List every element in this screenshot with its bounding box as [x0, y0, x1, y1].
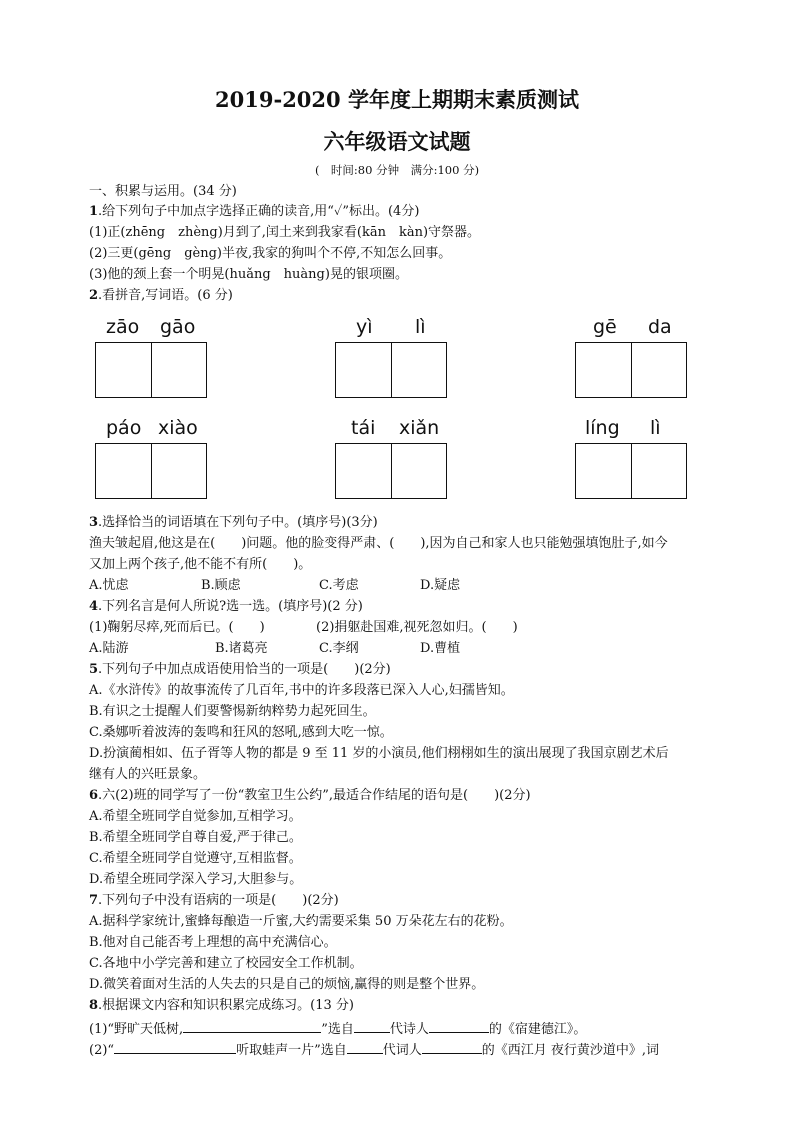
question-6-option-c: C.希望全班同学自觉遵守,互相监督。 — [89, 851, 302, 866]
pinyin-5a: tái — [351, 417, 376, 439]
question-8-item-2 — [89, 1039, 659, 1060]
exam-title: 2019-2020 学年度上期期末素质测试 — [215, 87, 579, 112]
question-text: .选择恰当的词语填在下列句子中。(填序号)(3分) — [98, 515, 378, 530]
answer-box-5[interactable] — [335, 443, 447, 499]
box-divider — [391, 444, 392, 498]
question-8-stem — [89, 997, 354, 1015]
question-number: 1 — [89, 204, 99, 219]
text-segment: 代诗人 — [389, 1022, 429, 1037]
question-6-stem — [89, 787, 531, 805]
option-a: A.陆游 — [89, 641, 129, 656]
answer-box-3[interactable] — [575, 342, 687, 398]
question-number: 5 — [89, 662, 99, 677]
question-7-option-b: B.他对自己能否考上理想的高中充满信心。 — [89, 935, 337, 950]
option-d: D.曹植 — [420, 641, 461, 656]
option-b: B.诸葛亮 — [215, 641, 268, 656]
option-c: C.考虑 — [319, 578, 359, 593]
fill-blank[interactable] — [354, 1018, 390, 1033]
question-6-option-d: D.希望全班同学深入学习,大胆参与。 — [89, 872, 303, 887]
option-b: B.顾虑 — [201, 578, 241, 593]
question-5-option-d-cont: 继有人的兴旺景象。 — [89, 767, 207, 782]
question-4-stem — [89, 598, 363, 616]
question-number: 2 — [89, 288, 99, 303]
answer-box-2[interactable] — [335, 342, 447, 398]
question-6-option-a: A.希望全班同学自觉参加,互相学习。 — [89, 809, 302, 824]
box-divider — [151, 444, 152, 498]
question-3-line-1: 渔夫皱起眉,他这是在( )问题。他的脸变得严肃、( ),因为自己和家人也只能勉强填饱肚子,如今 — [89, 536, 668, 551]
question-number: 3 — [89, 515, 99, 530]
question-7-stem — [89, 892, 339, 910]
pinyin-6b: lì — [650, 417, 661, 439]
section-heading: 一、积累与运用。(34 分) — [89, 184, 237, 199]
question-1-stem — [89, 203, 419, 221]
question-1-item-2: (2)三更(gēng gèng)半夜,我家的狗叫个不停,不知怎么回事。 — [89, 246, 452, 261]
pinyin-5b: xiǎn — [399, 417, 440, 439]
question-5-option-c: C.桑娜听着波涛的轰鸣和狂风的怒吼,感到大吃一惊。 — [89, 725, 393, 740]
question-7-option-d: D.微笑着面对生活的人失去的只是自己的烦恼,赢得的则是整个世界。 — [89, 977, 485, 992]
question-5-option-b: B.有识之士提醒人们要警惕新纳粹势力起死回生。 — [89, 704, 376, 719]
text-segment: (1)“野旷天低树, — [89, 1022, 184, 1037]
pinyin-3a: gē — [593, 316, 617, 338]
question-5-stem — [89, 661, 391, 679]
question-8-item-1 — [89, 1018, 586, 1039]
question-3-line-2: 又加上两个孩子,他不能不有所( )。 — [89, 557, 312, 572]
exam-subtitle: 六年级语文试题 — [323, 129, 471, 154]
question-text: .下列句子中没有语病的一项是( )(2分) — [98, 893, 339, 908]
answer-box-4[interactable] — [95, 443, 207, 499]
fill-blank[interactable] — [429, 1018, 489, 1033]
pinyin-2a: yì — [356, 316, 373, 338]
question-4-item-1: (1)鞠躬尽瘁,死而后已。( ) — [89, 620, 265, 635]
text-segment: (2)“ — [89, 1043, 115, 1058]
question-6-option-b: B.希望全班同学自尊自爱,严于律己。 — [89, 830, 302, 845]
fill-blank[interactable] — [114, 1039, 236, 1054]
question-text: .下列句子中加点成语使用恰当的一项是( )(2分) — [98, 662, 391, 677]
question-1-item-3: (3)他的颈上套一个明晃(huǎng huàng)晃的银项圈。 — [89, 267, 408, 282]
question-2-stem — [89, 287, 233, 305]
answer-box-6[interactable] — [575, 443, 687, 499]
pinyin-3b: da — [648, 316, 672, 338]
fill-blank[interactable] — [347, 1039, 383, 1054]
question-3-stem — [89, 514, 378, 532]
question-7-option-c: C.各地中小学完善和建立了校园安全工作机制。 — [89, 956, 363, 971]
option-d: D.疑虑 — [420, 578, 461, 593]
option-c: C.李纲 — [319, 641, 359, 656]
question-text: .根据课文内容和知识积累完成练习。(13 分) — [98, 998, 354, 1013]
question-number: 4 — [89, 599, 99, 614]
time-info: ( 时间:80 分钟 满分:100 分) — [314, 163, 480, 177]
pinyin-1b: gāo — [160, 316, 196, 338]
question-text: .下列名言是何人所说?选一选。(填序号)(2 分) — [98, 599, 363, 614]
text-segment: 代词人 — [382, 1043, 422, 1058]
pinyin-2b: lì — [415, 316, 426, 338]
option-a: A.忧虑 — [89, 578, 129, 593]
pinyin-4a: páo — [106, 417, 142, 439]
pinyin-1a: zāo — [106, 316, 140, 338]
pinyin-4b: xiào — [158, 417, 198, 439]
fill-blank[interactable] — [183, 1018, 321, 1033]
answer-box-1[interactable] — [95, 342, 207, 398]
text-segment: ”选自 — [321, 1022, 354, 1037]
question-7-option-a: A.据科学家统计,蜜蜂每酿造一斤蜜,大约需要采集 50 万朵花左右的花粉。 — [89, 914, 513, 929]
question-text: .给下列句子中加点字选择正确的读音,用“✓”标出。(4分) — [98, 204, 420, 219]
pinyin-6a: líng — [585, 417, 620, 439]
box-divider — [151, 343, 152, 397]
box-divider — [631, 444, 632, 498]
text-segment: 的《西江月 夜行黄沙道中》,词 — [481, 1043, 659, 1058]
question-text: .看拼音,写词语。(6 分) — [98, 288, 233, 303]
question-4-item-2: (2)捐躯赴国难,视死忽如归。( ) — [316, 620, 518, 635]
box-divider — [631, 343, 632, 397]
box-divider — [391, 343, 392, 397]
question-number: 7 — [89, 893, 99, 908]
question-text: .六(2)班的同学写了一份“教室卫生公约”,最适合作结尾的语句是( )(2分) — [98, 788, 531, 803]
question-number: 8 — [89, 998, 99, 1013]
question-1-item-1: (1)正(zhēng zhèng)月到了,闰土来到我家看(kān kàn)守祭器。 — [89, 225, 481, 240]
fill-blank[interactable] — [422, 1039, 482, 1054]
question-5-option-d: D.扮演蔺相如、伍子胥等人物的都是 9 至 11 岁的小演员,他们栩栩如生的演出展现了我国京剧艺术后 — [89, 746, 669, 761]
question-number: 6 — [89, 788, 99, 803]
text-segment: 的《宿建德江》。 — [488, 1022, 587, 1037]
text-segment: 听取蛙声一片”选自 — [236, 1043, 347, 1058]
question-5-option-a: A.《水浒传》的故事流传了几百年,书中的许多段落已深入人心,妇孺皆知。 — [89, 683, 514, 698]
